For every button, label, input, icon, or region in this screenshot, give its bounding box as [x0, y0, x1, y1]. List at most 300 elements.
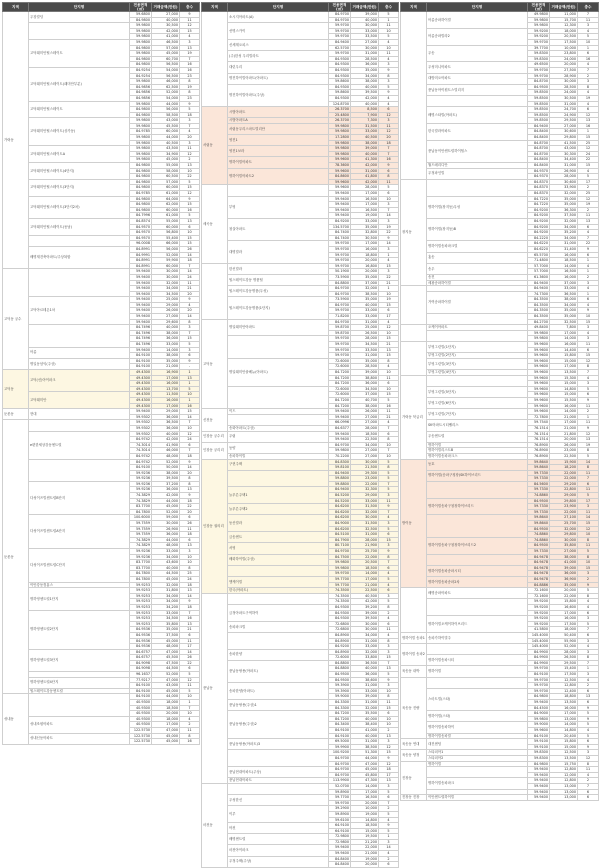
- price-cell: 19,000: [351, 856, 379, 862]
- floor-cell: 15: [578, 521, 599, 527]
- area-cell: 59.9600: [528, 397, 550, 403]
- complex-name-cell: 고덕래미안힐스테이트(3단지): [29, 179, 130, 196]
- floor-cell: 11: [578, 509, 599, 515]
- floor-cell: 3: [180, 39, 200, 45]
- area-cell: 84.3300: [329, 705, 351, 711]
- table-row: [401, 778, 599, 784]
- price-cell: 44,000: [152, 537, 180, 543]
- region-cell: [401, 588, 427, 633]
- floor-cell: 2: [578, 73, 599, 79]
- area-cell: 59.9400: [528, 767, 550, 773]
- region-cell: 고덕동: [202, 319, 228, 409]
- price-cell: 14,000: [152, 347, 180, 353]
- price-cell: 32,000: [351, 705, 379, 711]
- floor-cell: 2: [180, 157, 200, 163]
- floor-cell: 5: [180, 213, 200, 219]
- table-row: [202, 554, 399, 560]
- price-cell: 32,500: [351, 526, 379, 532]
- area-cell: 59.9400: [329, 202, 351, 208]
- region-cell: 성내동: [3, 694, 29, 744]
- table-row: [401, 632, 599, 638]
- area-cell: 59.8900: [329, 811, 351, 817]
- complex-name-cell: 세광송파하이빌: [427, 280, 528, 286]
- price-cell: 16,900: [152, 370, 180, 376]
- floor-cell: 6: [379, 107, 399, 113]
- floor-cell: 2: [578, 778, 599, 784]
- area-cell: 84.9400: [528, 123, 550, 129]
- area-cell: 84.9570: [130, 230, 152, 236]
- price-cell: 14,000: [351, 571, 379, 577]
- area-cell: 59.9600: [528, 364, 550, 370]
- price-cell: 16,600: [550, 604, 578, 610]
- floor-cell: 7: [578, 235, 599, 241]
- area-cell: 84.9800: [130, 168, 152, 174]
- floor-cell: 5: [180, 688, 200, 694]
- table-row: [202, 660, 399, 666]
- floor-cell: 10: [379, 722, 399, 728]
- price-cell: 40,700: [351, 397, 379, 403]
- floor-cell: 4: [578, 604, 599, 610]
- area-cell: 84.3500: [528, 297, 550, 303]
- area-cell: 59.9800: [130, 79, 152, 85]
- area-cell: 84.8400: [528, 163, 550, 169]
- table-header-row: [202, 3, 399, 12]
- area-cell: 72.7800: [528, 414, 550, 420]
- floor-cell: 15: [379, 750, 399, 756]
- price-cell: 29,500: [550, 118, 578, 124]
- price-cell: 21,000: [550, 414, 578, 420]
- complex-name-cell: 오케이아파트: [427, 325, 528, 331]
- floor-cell: 6: [578, 688, 599, 694]
- complex-name-cell: 고덕래미안힐스테이트: [29, 101, 130, 118]
- area-cell: 84.9742: [130, 459, 152, 465]
- price-cell: 40,000: [152, 565, 180, 571]
- price-cell: 34,500: [152, 616, 180, 622]
- area-cell: 59.9800: [130, 118, 152, 124]
- area-cell: 59.9253: [130, 582, 152, 588]
- floor-cell: 21: [180, 627, 200, 633]
- price-cell: 30,000: [152, 269, 180, 275]
- floor-cell: 8: [578, 364, 599, 370]
- region-cell: 고덕동 궁수: [3, 269, 29, 370]
- floor-cell: 13: [379, 733, 399, 739]
- area-cell: 84.9700: [329, 319, 351, 325]
- complex-name-cell: 명하이빌송파파크스: [427, 453, 528, 459]
- area-cell: 59.9700: [329, 800, 351, 806]
- table-row: [401, 644, 599, 650]
- floor-cell: 6: [180, 515, 200, 521]
- floor-cell: 1: [180, 397, 200, 403]
- complex-name-cell: 시범아파트: [228, 107, 329, 118]
- price-cell: 31,000: [351, 51, 379, 57]
- floor-cell: 7: [578, 627, 599, 633]
- table-row: [202, 336, 399, 342]
- region-cell: 방이동: [401, 459, 427, 588]
- complex-name-cell: 한국(아파트): [228, 588, 329, 594]
- complex-name-cell: [228, 632, 329, 649]
- complex-name-cell: 명하영센트럴3단지: [29, 649, 130, 671]
- area-cell: 84.6200: [329, 526, 351, 532]
- area-cell: 84.8991: [130, 258, 152, 264]
- table-row: [401, 739, 599, 745]
- area-cell: 59.8640: [528, 515, 550, 521]
- area-cell: 59.8300: [528, 750, 550, 756]
- floor-cell: 11: [379, 23, 399, 29]
- floor-cell: 8: [180, 733, 200, 739]
- price-cell: 45,000: [152, 688, 180, 694]
- area-cell: 61.3600: [528, 274, 550, 280]
- price-cell: 29,500: [550, 660, 578, 666]
- price-cell: 55,000: [152, 163, 180, 169]
- price-cell: 27,000: [550, 549, 578, 555]
- table-row: [401, 565, 599, 571]
- area-cell: 49.4300: [130, 375, 152, 381]
- complex-name-cell: [228, 386, 329, 408]
- area-cell: 84.9900: [528, 655, 550, 661]
- floor-cell: 9: [578, 246, 599, 252]
- area-cell: 84.9856: [130, 95, 152, 101]
- price-cell: 33,000: [351, 308, 379, 314]
- price-cell: 24,000: [550, 56, 578, 62]
- floor-cell: 10: [379, 45, 399, 51]
- floor-cell: 9: [379, 235, 399, 241]
- price-cell: 41,000: [351, 728, 379, 734]
- floor-cell: 15: [578, 565, 599, 571]
- price-cell: 32,300: [351, 487, 379, 493]
- table-row: [3, 218, 200, 224]
- area-cell: 59.8640: [528, 521, 550, 527]
- price-cell: 27,000: [351, 414, 379, 420]
- floor-cell: 15: [578, 135, 599, 141]
- area-cell: 71.8200: [329, 314, 351, 320]
- floor-cell: 11: [379, 179, 399, 185]
- price-cell: 54,000: [152, 67, 180, 73]
- price-cell: 33,000: [152, 342, 180, 348]
- area-cell: 84.8991: [130, 246, 152, 252]
- header-area: 전용면적(㎡): [528, 3, 550, 12]
- area-cell: 59.9800: [329, 565, 351, 571]
- area-cell: 59.9400: [329, 207, 351, 213]
- area-cell: 84.9100: [528, 733, 550, 739]
- floor-cell: 23: [180, 95, 200, 101]
- floor-cell: 8: [578, 554, 599, 560]
- price-cell: 31,500: [351, 521, 379, 527]
- area-cell: 84.5600: [528, 481, 550, 487]
- area-cell: 59.9253: [130, 604, 152, 610]
- floor-cell: 15: [379, 302, 399, 308]
- area-cell: 80.7100: [329, 543, 351, 549]
- area-cell: 84.8574: [130, 218, 152, 224]
- price-cell: 28,000: [351, 537, 379, 543]
- table-row: [3, 420, 200, 426]
- area-cell: 84.9785: [130, 129, 152, 135]
- table-row: [3, 246, 200, 252]
- area-cell: 59.8500: [528, 112, 550, 118]
- table-header-row: [3, 3, 200, 12]
- floor-cell: 8: [578, 84, 599, 90]
- area-cell: 59.9302: [130, 425, 152, 431]
- area-cell: 59.6100: [329, 817, 351, 823]
- complex-name-cell: 우성미니아파트: [427, 62, 528, 73]
- price-cell: 24,000: [550, 90, 578, 96]
- table-row: [202, 51, 399, 57]
- price-cell: 30,000: [550, 537, 578, 543]
- price-cell: 20,000: [351, 258, 379, 264]
- area-cell: 84.8800: [329, 280, 351, 286]
- floor-cell: 6: [379, 308, 399, 314]
- floor-cell: 4: [578, 168, 599, 174]
- area-cell: 84.6220: [528, 241, 550, 247]
- table-row: [202, 196, 399, 202]
- region-cell: 명하이빌 송파1: [401, 632, 427, 643]
- region-cell: [202, 263, 228, 319]
- complex-name-cell: 명진하이빌아파트(주상): [228, 84, 329, 106]
- floor-cell: 9: [180, 101, 200, 107]
- area-cell: 59.8500: [528, 95, 550, 101]
- table-row: [401, 196, 599, 202]
- floor-cell: 7: [578, 12, 599, 18]
- price-cell: 45,000: [152, 739, 180, 745]
- price-cell: 40,500: [152, 140, 180, 146]
- price-cell: 30,600: [550, 129, 578, 135]
- complex-name-cell: 명일래미안솔베뉴(아파트): [228, 358, 329, 386]
- price-cell: 33,000: [351, 688, 379, 694]
- floor-cell: 17: [578, 179, 599, 185]
- price-cell: 38,400: [351, 722, 379, 728]
- price-cell: 17,500: [550, 621, 578, 627]
- floor-cell: 10: [180, 711, 200, 717]
- price-cell: 62,000: [152, 202, 180, 208]
- floor-cell: 5: [379, 459, 399, 465]
- area-cell: 59.9236: [130, 487, 152, 493]
- floor-cell: 9: [578, 308, 599, 314]
- area-cell: 84.8370: [528, 191, 550, 197]
- area-cell: 59.7330: [528, 487, 550, 493]
- floor-cell: 8: [379, 694, 399, 700]
- table-row: [3, 235, 200, 241]
- price-cell: 16,500: [351, 196, 379, 202]
- table-row: [401, 342, 599, 348]
- floor-cell: 14: [180, 314, 200, 320]
- floor-cell: 1: [578, 666, 599, 672]
- area-cell: 59.9236: [130, 481, 152, 487]
- floor-cell: 7: [180, 610, 200, 616]
- price-cell: 28,000: [351, 185, 379, 191]
- area-cell: 84.8886: [528, 582, 550, 588]
- price-cell: 12,500: [550, 677, 578, 683]
- complex-name-cell: 동호: [427, 459, 528, 470]
- area-cell: 59.9600: [528, 409, 550, 415]
- floor-cell: 5: [379, 576, 399, 582]
- complex-name-cell: [228, 593, 329, 604]
- price-cell: 22,500: [351, 437, 379, 443]
- table-row: [202, 750, 399, 756]
- floor-cell: 4: [578, 62, 599, 68]
- price-cell: 31,000: [351, 319, 379, 325]
- table-row: [202, 795, 399, 801]
- price-cell: 29,000: [152, 302, 180, 308]
- area-cell: 84.6757: [130, 655, 152, 661]
- complex-name-cell: 명일동삼익(주상): [29, 358, 130, 369]
- price-cell: 13,000: [550, 795, 578, 801]
- price-cell: 40,000: [152, 431, 180, 437]
- area-cell: 59.9236: [130, 476, 152, 482]
- price-cell: 32,000: [152, 582, 180, 588]
- price-cell: 29,300: [351, 470, 379, 476]
- price-cell: 27,000: [152, 12, 180, 18]
- area-cell: 59.7330: [528, 476, 550, 482]
- floor-cell: 4: [379, 851, 399, 857]
- area-cell: 59.9400: [130, 280, 152, 286]
- floor-cell: 3: [379, 521, 399, 527]
- area-cell: 59.9400: [528, 700, 550, 706]
- area-cell: 84.9800: [130, 45, 152, 51]
- area-cell: 84.9100: [329, 728, 351, 734]
- complex-name-cell: 한국빌라아파트: [427, 123, 528, 140]
- price-cell: 27,000: [550, 123, 578, 129]
- price-cell: 40,500: [351, 135, 379, 141]
- price-cell: 36,000: [152, 336, 180, 342]
- floor-cell: 12: [379, 761, 399, 767]
- area-cell: 84.9300: [329, 616, 351, 622]
- area-cell: 84.9100: [528, 672, 550, 678]
- price-cell: 54,000: [152, 95, 180, 101]
- area-cell: 39.7700: [528, 45, 550, 51]
- floor-cell: 9: [379, 163, 399, 169]
- floor-cell: 14: [180, 465, 200, 471]
- area-cell: 84.9700: [329, 767, 351, 773]
- complex-name-cell: 금정아파트구역하이: [228, 604, 329, 621]
- complex-name-cell: [427, 481, 528, 498]
- price-cell: 32,000: [550, 526, 578, 532]
- floor-cell: 15: [379, 537, 399, 543]
- price-cell: 56,500: [152, 73, 180, 79]
- price-cell: 37,000: [351, 280, 379, 286]
- table-row: [202, 504, 399, 510]
- area-cell: 59.9800: [130, 34, 152, 40]
- table-row: [401, 358, 599, 364]
- area-cell: 59.9600: [528, 342, 550, 348]
- floor-cell: 6: [180, 537, 200, 543]
- complex-name-cell: [228, 565, 329, 576]
- floor-cell: 10: [379, 442, 399, 448]
- area-cell: 59.8300: [528, 51, 550, 57]
- price-cell: 26,000: [152, 308, 180, 314]
- price-cell: 15,000: [550, 744, 578, 750]
- floor-cell: 9: [379, 67, 399, 73]
- floor-cell: 26: [180, 655, 200, 661]
- floor-cell: 5: [578, 493, 599, 499]
- area-cell: 84.9200: [528, 213, 550, 219]
- complex-name-cell: 홍송: [427, 252, 528, 263]
- area-cell: 84.9800: [130, 174, 152, 180]
- price-cell: 32,800: [351, 230, 379, 236]
- price-cell: 15,000: [550, 381, 578, 387]
- table-row: [202, 274, 399, 280]
- floor-cell: 6: [379, 532, 399, 538]
- area-cell: 84.9900: [528, 660, 550, 666]
- price-cell: 34,500: [152, 291, 180, 297]
- price-cell: 21,000: [152, 364, 180, 370]
- area-cell: 59.9600: [528, 381, 550, 387]
- area-cell: 59.9900: [329, 744, 351, 750]
- floor-cell: 9: [578, 425, 599, 431]
- table-row: [401, 666, 599, 672]
- floor-cell: 15: [578, 319, 599, 325]
- price-cell: 56,000: [152, 107, 180, 113]
- price-cell: 33,500: [351, 347, 379, 353]
- table-row: [202, 487, 399, 493]
- complex-name-cell: 명하이빌: [427, 666, 528, 677]
- price-cell: 11,500: [152, 392, 180, 398]
- floor-cell: 16: [379, 157, 399, 163]
- price-cell: 20,000: [351, 862, 379, 868]
- table-row: [401, 12, 599, 18]
- area-cell: 84.8900: [329, 632, 351, 638]
- complex-name-cell: 명하이빌아파트2: [228, 168, 329, 185]
- floor-cell: 6: [180, 632, 200, 638]
- area-cell: 59.9236: [130, 554, 152, 560]
- area-cell: 59.9400: [329, 191, 351, 197]
- area-cell: 59.9400: [528, 778, 550, 784]
- floor-cell: 3: [578, 336, 599, 342]
- area-cell: 84.7200: [329, 397, 351, 403]
- price-cell: 36,500: [351, 660, 379, 666]
- price-cell: 34,000: [550, 224, 578, 230]
- complex-name-cell: 배명센트럴: [228, 834, 329, 845]
- table-row: [401, 459, 599, 465]
- floor-cell: 7: [379, 560, 399, 566]
- area-cell: 59.7540: [528, 420, 550, 426]
- floor-cell: 13: [180, 588, 200, 594]
- price-cell: 22,000: [550, 470, 578, 476]
- price-cell: 37,500: [550, 213, 578, 219]
- floor-cell: 9: [180, 196, 200, 202]
- area-cell: 59.9800: [528, 716, 550, 722]
- price-cell: 29,800: [550, 135, 578, 141]
- complex-name-cell: 시범아파트A: [228, 118, 329, 124]
- price-cell: 35,500: [351, 711, 379, 717]
- area-cell: 84.9000: [528, 711, 550, 717]
- area-cell: 84.8400: [528, 157, 550, 163]
- floor-cell: 19: [180, 84, 200, 90]
- price-cell: 20,400: [550, 733, 578, 739]
- price-cell: 60,000: [152, 207, 180, 213]
- complex-name-cell: 금송센트: [228, 532, 329, 543]
- complex-name-cell: [427, 314, 528, 325]
- area-cell: 59.7559: [130, 526, 152, 532]
- region-cell: 진장동: [401, 761, 427, 795]
- area-cell: 70.2200: [329, 453, 351, 459]
- complex-name-cell: 부영그린빌(7단지): [427, 409, 528, 420]
- floor-cell: 13: [180, 218, 200, 224]
- price-cell: 32,000: [351, 286, 379, 292]
- complex-name-cell: 늘푸른주택1: [228, 487, 329, 504]
- floor-cell: 18: [180, 604, 200, 610]
- area-cell: 72.6000: [329, 364, 351, 370]
- table-row: [401, 386, 599, 392]
- price-cell: 41,000: [152, 34, 180, 40]
- floor-cell: 11: [379, 627, 399, 633]
- complex-name-cell: 부영그린빌(4단지): [427, 370, 528, 376]
- floor-cell: 12: [180, 23, 200, 29]
- area-cell: 59.8700: [329, 330, 351, 336]
- area-cell: 59.9302: [130, 431, 152, 437]
- floor-cell: 4: [578, 677, 599, 683]
- floor-cell: 3: [379, 246, 399, 252]
- price-cell: 36,000: [351, 381, 379, 387]
- area-cell: 59.9200: [528, 599, 550, 605]
